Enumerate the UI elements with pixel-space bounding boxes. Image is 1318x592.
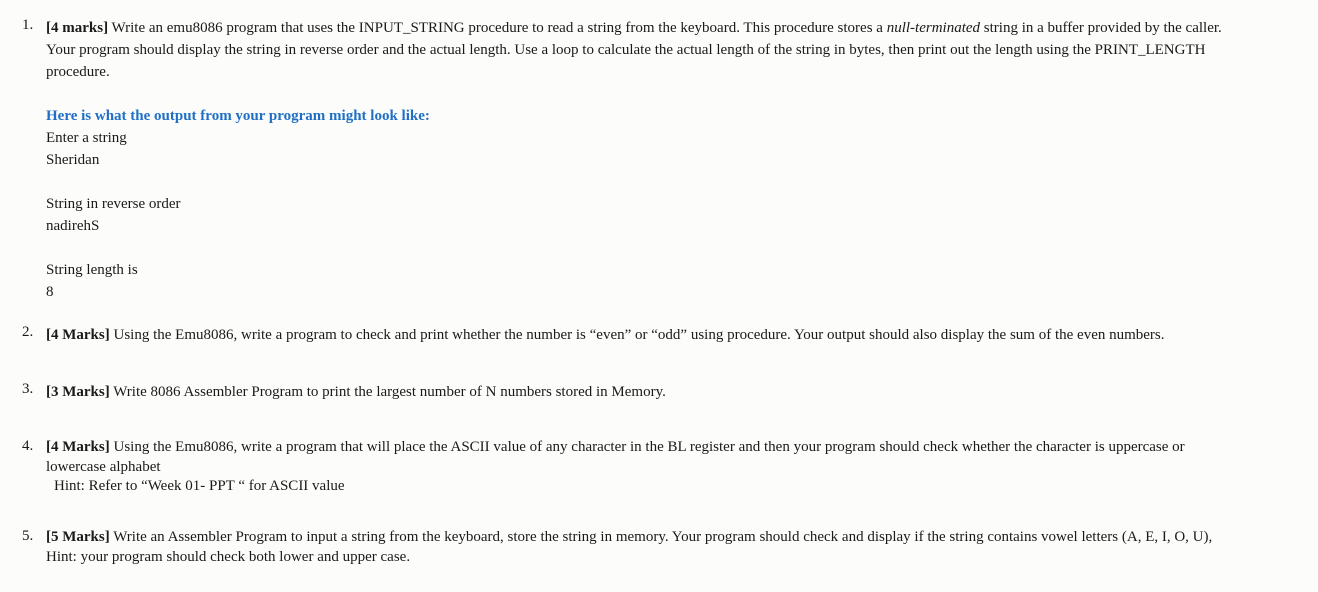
question-text: [4 Marks] Using the Emu8086, write a program that will place the ASCII value of any character in the BL register and then your program should check whether the character is uppercase or lowercase alphabet Hint: Refer to “Week 01- PPT “ for ASCII value xyxy=(46,438,1308,497)
question-text: [3 Marks] Write 8086 Assembler Program to print the largest number of N numbers stored in Memory. xyxy=(46,384,666,400)
sample-line: String in reverse order xyxy=(46,196,181,212)
question-text: [5 Marks] Write an Assembler Program to input a string from the keyboard, store the string in memory. Your program should check and display if the string contains vowel letters (A, E, I, O, U), Hint: your program should check both lower and upper case. xyxy=(46,528,1308,567)
marks-label: [3 Marks] xyxy=(46,384,110,400)
sample-line: nadirehS xyxy=(46,218,100,234)
sample-output xyxy=(46,105,430,303)
marks-label: [4 marks] xyxy=(46,20,109,36)
question-number: 1. xyxy=(22,17,34,33)
blank-line xyxy=(46,237,430,259)
sample-output-heading: Here is what the output from your program might look like: xyxy=(46,108,430,124)
sample-line: Sheridan xyxy=(46,152,100,168)
sample-line: String length is xyxy=(46,262,138,278)
question-number: 2. xyxy=(22,324,34,340)
sample-line: Enter a string xyxy=(46,130,127,146)
hint-text: Hint: Refer to “Week 01- PPT “ for ASCII value xyxy=(54,478,345,494)
emphasis-text: null-terminated xyxy=(886,20,981,36)
hint-text: Hint: your program should check both lower and upper case. xyxy=(46,548,411,565)
question-number: 5. xyxy=(22,528,34,544)
blank-line xyxy=(46,171,430,193)
question-number: 3. xyxy=(22,381,34,397)
marks-label: [5 Marks] xyxy=(46,529,110,545)
question-number: 4. xyxy=(22,438,34,454)
question-text: [4 marks] Write an emu8086 program that uses the INPUT_STRING procedure to read a string from the keyboard. This procedure stores a null-terminated string in a buffer provided by the caller. Your program should display the string in reverse order and the actual length. Use a loop to calculate the actual length of the string in bytes, then print out the length using the PRINT_LENGTH procedure. xyxy=(46,20,1222,80)
sample-line: 8 xyxy=(46,284,54,300)
question-text: [4 Marks] Using the Emu8086, write a program to check and print whether the number is “even” or “odd” using procedure. Your output should also display the sum of the even numbers. xyxy=(46,327,1165,343)
marks-label: [4 Marks] xyxy=(46,327,110,343)
marks-label: [4 Marks] xyxy=(46,439,110,455)
